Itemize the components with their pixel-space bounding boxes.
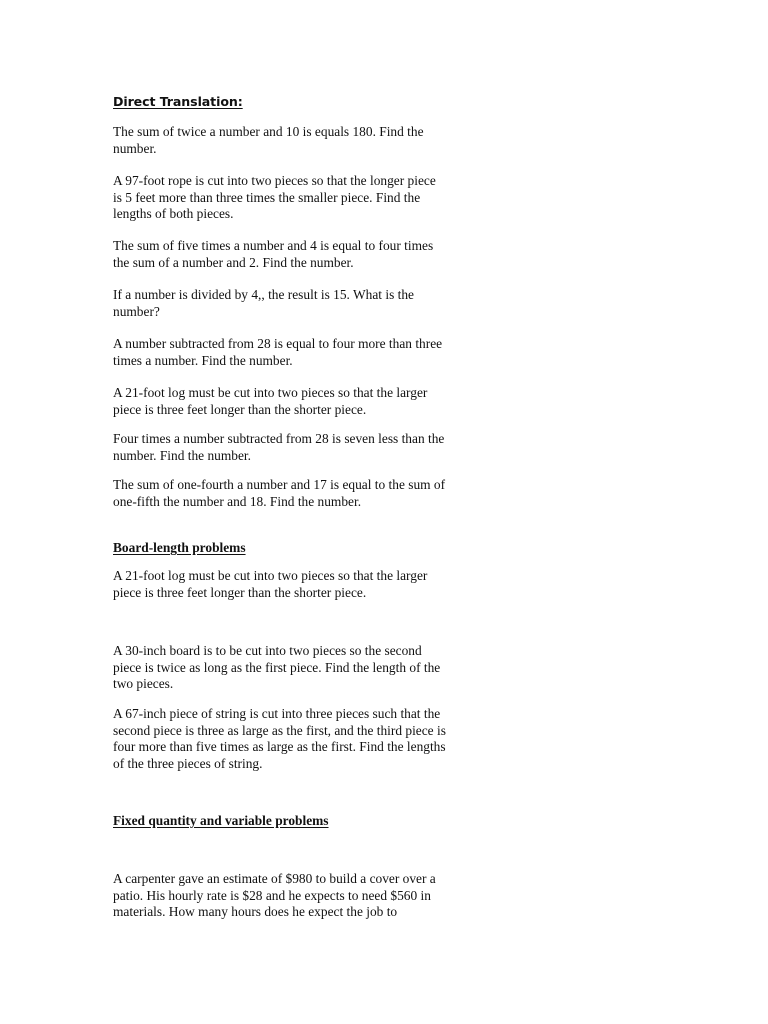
problem-text: A 67-inch piece of string is cut into three pieces such that the second piece is three as large as the first, and the third piece is four more than five times as large as the first. Find the lengths of the three pieces of string. [113,706,446,771]
problem-text: The sum of twice a number and 10 is equals 180. Find the number. [113,124,424,156]
section-heading-direct-translation: Direct Translation: [113,94,243,109]
problem-text: A carpenter gave an estimate of $980 to build a cover over a patio. His hourly rate is $28 and he expects to need $560 in materials. How many hours does he expect the job to [113,871,436,919]
problem-text: A 21-foot log must be cut into two pieces so that the larger piece is three feet longer than the shorter piece. [113,568,428,600]
problem-text: The sum of one-fourth a number and 17 is equal to the sum of one-fifth the number and 18. Find the number. [113,477,446,509]
problem-text: A 97-foot rope is cut into two pieces so that the longer piece is 5 feet more than three times the smaller piece. Find the lengths of both pieces. [113,173,436,221]
problem-text: A 30-inch board is to be cut into two pieces so the second piece is twice as long as the first piece. Find the length of the two pieces. [113,643,441,691]
section-heading-board-length: Board-length problems [113,540,246,555]
section-heading-fixed-quantity: Fixed quantity and variable problems [113,813,329,828]
problem-text: If a number is divided by 4,, the result is 15. What is the number? [113,287,414,319]
problem-text: A number subtracted from 28 is equal to four more than three times a number. Find the number. [113,336,443,368]
problem-text: Four times a number subtracted from 28 is seven less than the number. Find the number. [113,431,445,463]
problem-text: The sum of five times a number and 4 is equal to four times the sum of a number and 2. Find the number. [113,238,434,270]
problem-text: A 21-foot log must be cut into two pieces so that the larger piece is three feet longer than the shorter piece. [113,385,428,417]
